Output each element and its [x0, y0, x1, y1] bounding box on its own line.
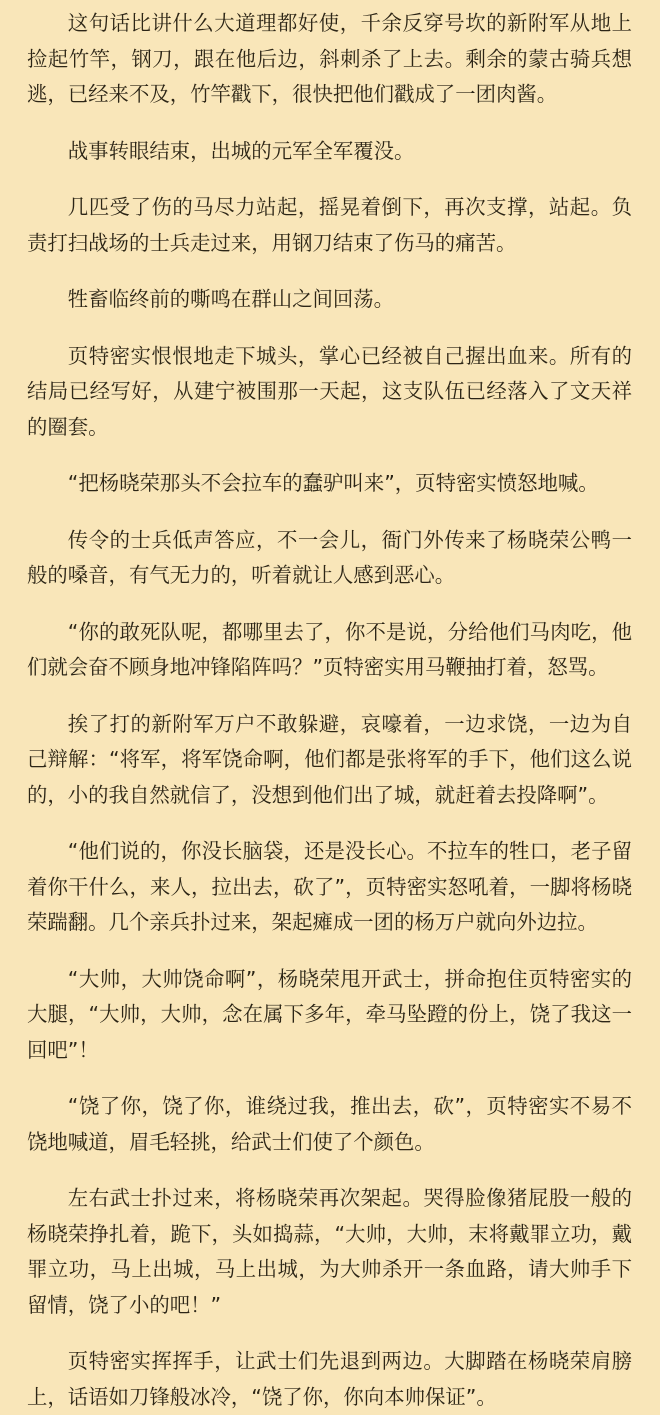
paragraph-2: 战事转眼结束，出城的元军全军覆没。: [67, 138, 415, 163]
paragraph-14: 页特密实挥挥手，让武士们先退到两边。大脚踏在杨晓荣肩膀上，话语如刀锋般冰冷，“饶了你，你向本帅保证”。: [27, 1349, 632, 1409]
paragraph-12: “饶了你，饶了你，谁绕过我，推出去，砍”，页特密实不易不饶地喊道，眉毛轻挑，给武士们使了个颜色。: [27, 1094, 632, 1154]
paragraph-11: “大帅，大帅饶命啊”，杨晓荣甩开武士，拼命抱住页特密实的大腿，“大帅，大帅，念在属下多年，牵马坠蹬的份上，饶了我这一回吧”！: [27, 966, 632, 1062]
paragraph-10: “他们说的，你没长脑袋，还是没长心。不拉车的牲口，老子留着你干什么，来人，拉出去，砍了”，页特密实怒吼着，一脚将杨晓荣踹翻。几个亲兵扑过来，架起瘫成一团的杨万户就向外边拉。: [27, 839, 632, 934]
paragraph-8: “你的敢死队呢，都哪里去了，你不是说，分给他们马肉吃，他们就会奋不顾身地冲锋陷阵吗？”页特密实用马鞭抽打着，怒骂。: [27, 619, 632, 679]
paragraph-9: 挨了打的新附军万户不敢躲避，哀嚎着，一边求饶，一边为自己辩解：“将军，将军饶命啊，他们都是张将军的手下，他们这么说的，小的我自然就信了，没想到他们出了城，就赶着去投降啊”。: [27, 711, 632, 807]
paragraph-6: “把杨晓荣那头不会拉车的蠢驴叫来”，页特密实愤怒地喊。: [67, 471, 599, 495]
paragraph-13: 左右武士扑过来，将杨晓荣再次架起。哭得脸像猪屁股一般的杨晓荣挣扎着，跪下，头如捣蒜，“大帅，大帅，末将戴罪立功，戴罪立功，马上出城，马上出城，为大帅杀开一条血路，请大帅手下留情，饶了小的吧！”: [27, 1186, 632, 1317]
paragraph-7: 传令的士兵低声答应，不一会儿，衙门外传来了杨晓荣公鸭一般的嗓音，有气无力的，听着就让人感到恶心。: [27, 527, 632, 587]
paragraph-4: 牲畜临终前的嘶鸣在群山之间回荡。: [67, 287, 395, 311]
paragraph-1: 这句话比讲什么大道理都好使，千余反穿号坎的新附军从地上捡起竹竿，钢刀，跟在他后边，斜刺杀了上去。剩余的蒙古骑兵想逃，已经来不及，竹竿戳下，很快把他们戳成了一团肉酱。: [27, 11, 632, 106]
paragraph-5: 页特密实恨恨地走下城头，掌心已经被自己握出血来。所有的结局已经写好，从建宁被围那一天起，这支队伍已经落入了文天祥的圈套。: [27, 343, 632, 439]
paragraph-3: 几匹受了伤的马尽力站起，摇晃着倒下，再次支撑，站起。负责打扫战场的士兵走过来，用钢刀结束了伤马的痛苦。: [27, 195, 632, 255]
